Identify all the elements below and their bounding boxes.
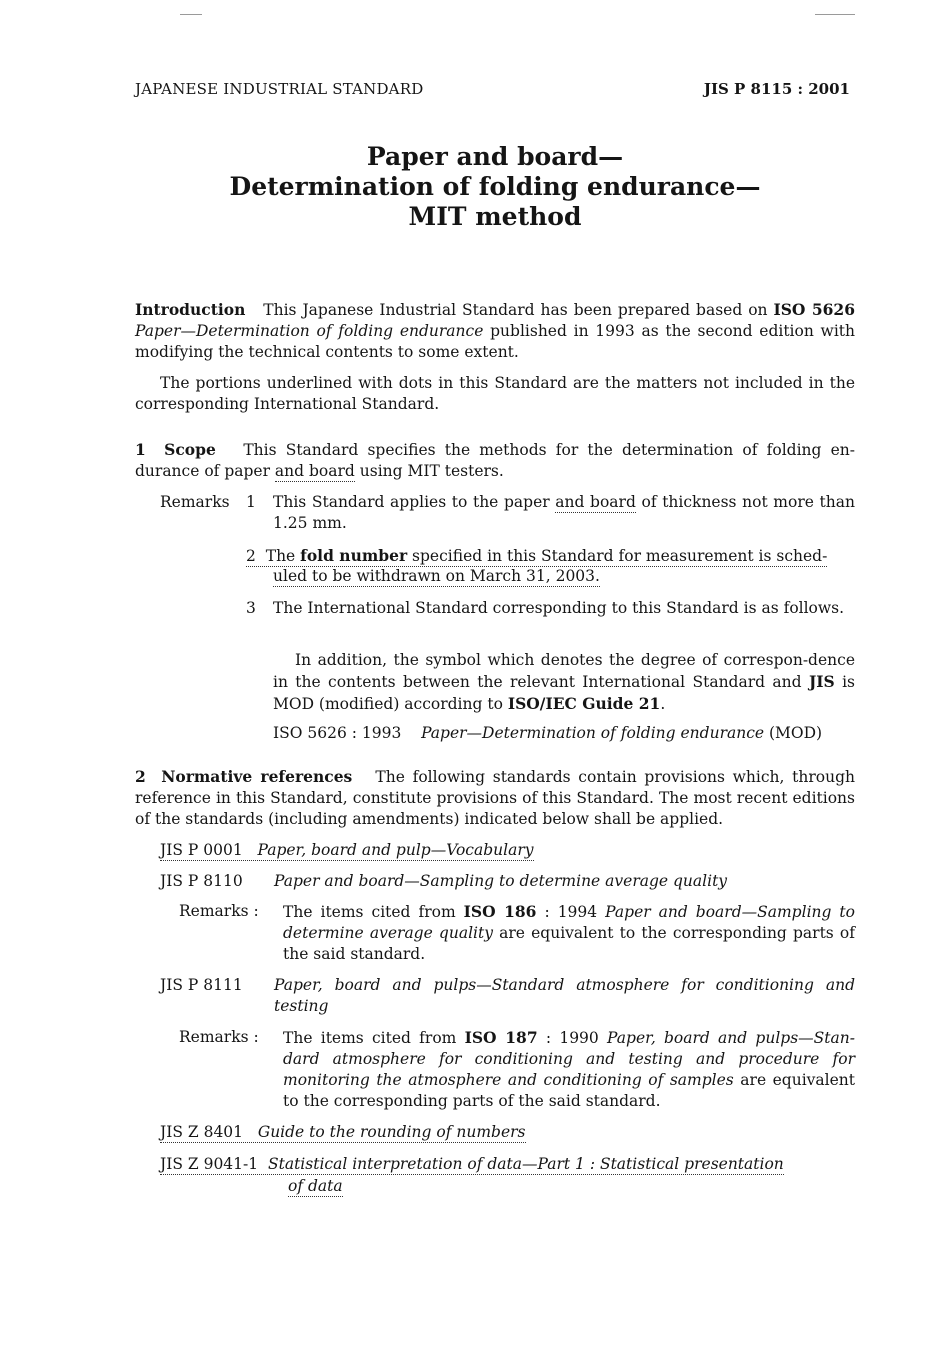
reference-title: of data: [288, 1177, 343, 1195]
reference-item-continued: [288, 1176, 343, 1197]
remark-text: The items cited from ISO 187 : 1990 Paper, board and pulps—Stan-dard atmosphere for conditioning and testing and procedure for monitoring the atmosphere and conditioning of samples are equivalent to the corresponding parts of the said standard.: [283, 1028, 856, 1110]
reference-title: Paper, board and pulps—Standard atmosphere for conditioning and testing: [274, 976, 855, 1015]
intro-paragraph-2: The portions underlined with dots in this Standard are the matters not included in the corresponding International Standard.: [135, 374, 855, 413]
title-line-3: MIT method: [408, 202, 582, 231]
reference-title: Paper and board—Sampling to determine average quality: [274, 872, 728, 890]
fold-number-term: fold number: [300, 546, 408, 565]
remark-text: This Standard applies to the paper and board of thickness not more than 1.25 mm.: [273, 493, 855, 532]
reference-dotted-line: [160, 1123, 526, 1143]
introduction-heading: Introduction: [135, 300, 246, 319]
intro-iso-ref: ISO 5626: [773, 300, 855, 319]
intro-text-2: published in 1993 as the second edition with modifying the technical contents to some extent.: [135, 322, 855, 361]
remark-dotted-text: uled to be withdrawn on March 31, 2003.: [273, 567, 600, 585]
title-line-1: Paper and board—: [366, 142, 624, 171]
remarks-label: Remarks: [160, 493, 230, 511]
scope-heading: Scope: [164, 440, 216, 459]
scope-paragraph: [135, 439, 855, 482]
scope-text-2: using MIT testers.: [359, 462, 504, 480]
remark-dotted-text: 2 The fold number specified in this Standard for measurement is sched-: [246, 546, 828, 565]
remarks-label: Remarks :: [179, 902, 259, 920]
reference-dotted-line: [160, 1155, 784, 1175]
normative-heading: Normative references: [161, 767, 353, 786]
reference-code: JIS P 8110: [160, 872, 243, 890]
reference-item: [160, 840, 534, 861]
reference-code: JIS Z 8401: [160, 1123, 244, 1141]
remark-3-reference: [273, 723, 822, 744]
header-standard-number: JIS P 8115 : 2001: [703, 80, 850, 98]
normative-text: The following standards contain provisions which, through reference in this Standard, constitute provisions of this Standard. The most recent editions of the standards (including amendments) indicated below shall be applied.: [135, 768, 856, 828]
reference-dotted-line: [160, 841, 534, 861]
reference-title: Statistical interpretation of data—Part 1 : Statistical presentation: [267, 1155, 784, 1173]
intro-text: This Japanese Industrial Standard has been prepared based on: [263, 301, 768, 319]
scan-speck: [815, 14, 855, 15]
remark-number: 1: [246, 493, 256, 511]
title-line-2: Determination of folding endurance—: [229, 172, 761, 201]
reference-title: Paper, board and pulp—Vocabulary: [257, 841, 534, 859]
reference-item: [160, 1122, 526, 1143]
scan-speck: [180, 14, 202, 15]
reference-item: [160, 1154, 784, 1175]
remark-3-paragraph-2: In addition, the symbol which denotes the degree of correspon-dence in the contents between the relevant International Standard and JIS is MOD (modified) according to ISO/IEC Guide 21.: [273, 651, 856, 713]
remark-text: The items cited from ISO 186 : 1994 Paper and board—Sampling to determine average quality are equivalent to the corresponding parts of the said standard.: [283, 902, 855, 963]
remark-text: The International Standard corresponding to this Standard is as follows.: [273, 599, 845, 617]
reference-code: JIS P 0001: [160, 841, 243, 859]
reference-code: ISO 5626 : 1993: [273, 724, 402, 742]
intro-iso-title: Paper—Determination of folding endurance: [135, 322, 484, 340]
scope-text: This Standard specifies the methods for the determination of folding en-durance of paper: [135, 441, 856, 480]
document-title: [0, 142, 950, 232]
remark-number: 2: [246, 547, 256, 565]
remarks-label: Remarks :: [179, 1028, 259, 1046]
normative-references-paragraph: [135, 766, 855, 830]
reference-code: JIS P 8111: [160, 976, 243, 994]
header-standard-type: JAPANESE INDUSTRIAL STANDARD: [135, 80, 424, 98]
scope-number: 1: [135, 440, 146, 459]
reference-code: JIS Z 9041-1: [160, 1155, 259, 1173]
reference-mod: (MOD): [769, 724, 823, 742]
reference-title: Guide to the rounding of numbers: [257, 1123, 526, 1141]
normative-number: 2: [135, 767, 146, 786]
remark-dotted-text: and board: [555, 493, 636, 511]
introduction-paragraph: [135, 299, 855, 363]
scope-dotted-text: and board: [274, 462, 355, 480]
reference-title: Paper—Determination of folding endurance: [421, 724, 765, 742]
remark-number: 3: [246, 599, 256, 617]
